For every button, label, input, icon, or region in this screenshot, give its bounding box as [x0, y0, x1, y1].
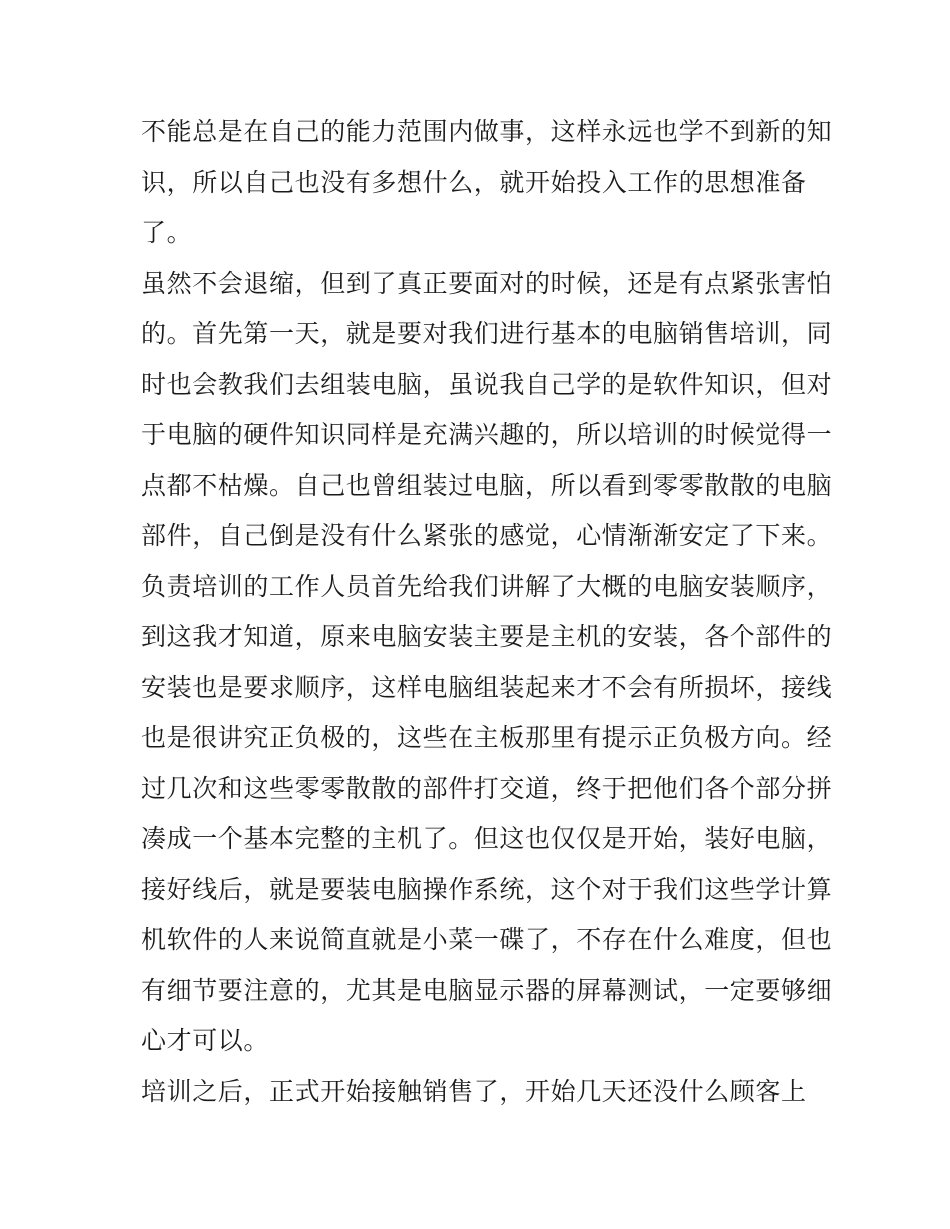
text-line: 有细节要注意的，尤其是电脑显示器的屏幕测试，一定要够细: [141, 975, 833, 1005]
text-line: 于电脑的硬件知识同样是充满兴趣的，所以培训的时候觉得一: [141, 420, 833, 449]
text-line: 心才可以。: [141, 1026, 270, 1055]
text-line: 培训之后，正式开始接触销售了，开始几天还没什么顾客上: [141, 1076, 807, 1106]
text-line: 过几次和这些零零散散的部件打交道，终于把他们各个部分拼: [141, 773, 833, 803]
text-line: 不能总是在自己的能力范围内做事，这样永远也学不到新的知: [141, 117, 833, 146]
text-line: 虽然不会退缩，但到了真正要面对的时候，还是有点紧张害怕: [141, 268, 833, 298]
text-line: 识，所以自己也没有多想什么，就开始投入工作的思想准备: [141, 167, 807, 197]
document-body: [141, 107, 833, 1117]
text-line: 也是很讲究正负极的，这些在主板那里有提示正负极方向。经: [141, 723, 833, 752]
text-line: 负责培训的工作人员首先给我们讲解了大概的电脑安装顺序，: [141, 571, 833, 601]
text-line: 机软件的人来说简直就是小菜一碟了，不存在什么难度，但也: [141, 925, 833, 954]
text-line: 的。首先第一天，就是要对我们进行基本的电脑销售培训，同: [141, 319, 833, 348]
text-line: 时也会教我们去组装电脑，虽说我自己学的是软件知识，但对: [141, 369, 833, 399]
text-line: 安装也是要求顺序，这样电脑组装起来才不会有所损坏，接线: [141, 672, 833, 702]
text-line: 了。: [141, 218, 193, 247]
text-line: 点都不枯燥。自己也曾组装过电脑，所以看到零零散散的电脑: [141, 470, 833, 500]
text-line: 凑成一个基本完整的主机了。但这也仅仅是开始，装好电脑，: [141, 824, 833, 853]
text-line: 到这我才知道，原来电脑安装主要是主机的安装，各个部件的: [141, 622, 833, 651]
text-line: 部件，自己倒是没有什么紧张的感觉，心情渐渐安定了下来。: [141, 521, 833, 550]
text-line: 接好线后，就是要装电脑操作系统，这个对于我们这些学计算: [141, 874, 833, 904]
